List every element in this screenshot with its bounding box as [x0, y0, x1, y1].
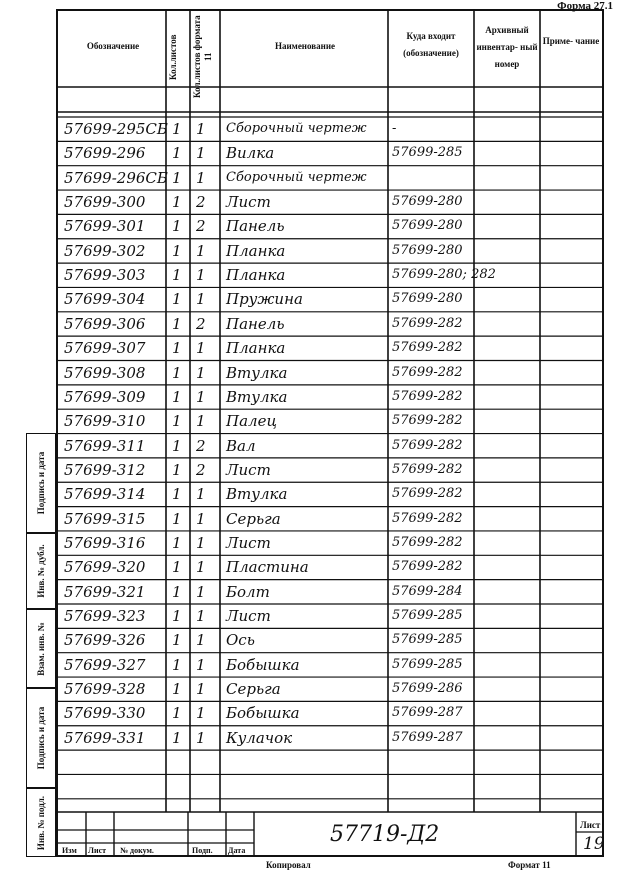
row-name: Болт: [226, 582, 270, 601]
row-format-count: 1: [196, 655, 206, 674]
row-where-used: [392, 166, 476, 190]
row-name: Кулачок: [226, 728, 293, 747]
row-designation: 57699-308: [64, 363, 146, 382]
row-format-count: 1: [196, 582, 206, 601]
row-where-used: 57699-280: [392, 218, 463, 234]
row-sheets-count: 1: [172, 168, 182, 187]
row-name: Серьга: [226, 680, 281, 699]
stamp-sheet-label: Лист: [580, 820, 601, 830]
footer-copied: Копировал: [266, 860, 311, 870]
row-format-count: 2: [196, 193, 206, 212]
row-format-count: 2: [196, 217, 206, 236]
document-code: 57719-Д2: [330, 822, 440, 847]
stamp-doc-no-label: № докум.: [120, 846, 154, 855]
row-designation: 57699-300: [64, 193, 146, 212]
row-designation: 57699-315: [64, 509, 146, 528]
row-name: Втулка: [226, 485, 288, 504]
row-where-used: 57699-282: [392, 461, 463, 477]
row-sheets-count: 1: [172, 485, 182, 504]
row-designation: 57699-328: [64, 680, 146, 699]
row-format-count: 1: [196, 290, 206, 309]
row-where-used: -: [392, 121, 397, 136]
header-format-count: Кол.листов формата 11: [192, 15, 213, 99]
row-sheets-count: 1: [172, 631, 182, 650]
row-sheets-count: 1: [172, 339, 182, 358]
row-where-used: 57699-282: [392, 340, 463, 356]
row-name: Лист: [226, 533, 271, 552]
row-where-used: 57699-284: [392, 583, 463, 599]
form-label: Форма 27.1: [557, 0, 613, 12]
row-designation: 57699-306: [64, 314, 146, 333]
row-sheets-count: 1: [172, 509, 182, 528]
row-format-count: 1: [196, 363, 206, 382]
side-replacement-inventory: Взам. инв. №: [26, 609, 56, 688]
row-where-used: 57699-282: [392, 388, 463, 404]
row-designation: 57699-296СБ: [64, 168, 168, 187]
row-format-count: 1: [196, 266, 206, 285]
row-format-count: 2: [196, 436, 206, 455]
row-sheets-count: 1: [172, 217, 182, 236]
row-format-count: 1: [196, 704, 206, 723]
row-name: Сборочный чертеж: [226, 169, 367, 185]
row-name: Бобышка: [226, 704, 300, 723]
row-name: Панель: [226, 314, 285, 333]
row-format-count: 1: [196, 607, 206, 625]
row-designation: 57699-309: [64, 387, 146, 406]
row-name: Пружина: [226, 290, 303, 309]
row-name: Вилка: [226, 144, 275, 163]
row-name: Вал: [226, 436, 256, 455]
row-where-used: 57699-280; 282: [392, 267, 496, 283]
row-format-count: 1: [196, 558, 206, 577]
side-dup-inventory: Инв. № дубл.: [26, 533, 56, 609]
row-designation: 57699-327: [64, 655, 146, 674]
row-where-used: 57699-282: [392, 364, 463, 380]
row-name: Втулка: [226, 363, 288, 382]
row-sheets-count: 1: [172, 363, 182, 382]
row-name: Панель: [226, 217, 285, 236]
row-where-used: 57699-282: [392, 437, 463, 453]
row-name: Палец: [226, 412, 277, 431]
row-designation: 57699-304: [64, 290, 146, 309]
row-format-count: 1: [196, 631, 206, 650]
row-name: Планка: [226, 266, 286, 285]
row-designation: 57699-326: [64, 631, 146, 650]
row-name: Сборочный чертеж: [226, 121, 367, 136]
row-name: Втулка: [226, 387, 288, 406]
row-designation: 57699-330: [64, 704, 146, 723]
header-name: Наименование: [275, 41, 335, 51]
row-format-count: 1: [196, 144, 206, 163]
row-name: Планка: [226, 241, 286, 260]
row-designation: 57699-301: [64, 217, 146, 236]
stamp-list-label: Лист: [88, 846, 107, 855]
row-sheets-count: 1: [172, 120, 182, 138]
header-where-used: Куда входит (обозначение): [403, 31, 459, 58]
row-name: Лист: [226, 607, 271, 625]
row-where-used: 57699-287: [392, 705, 463, 721]
row-name: Планка: [226, 339, 286, 358]
row-where-used: 57699-280: [392, 194, 463, 210]
row-name: Ось: [226, 631, 255, 650]
row-sheets-count: 1: [172, 387, 182, 406]
row-sheets-count: 1: [172, 193, 182, 212]
header-sheets-count: Кол.листов: [168, 34, 178, 80]
row-format-count: 2: [196, 314, 206, 333]
side-sign-date-top: Подпись и дата: [26, 433, 56, 533]
row-where-used: 57699-285: [392, 632, 463, 648]
row-where-used: 57699-282: [392, 559, 463, 575]
row-where-used: 57699-282: [392, 486, 463, 502]
row-sheets-count: 1: [172, 412, 182, 431]
side-sign-date-bottom: Подпись и дата: [26, 688, 56, 788]
header-note: Приме- чание: [542, 36, 600, 46]
row-designation: 57699-307: [64, 339, 146, 358]
side-original-inventory: Инв. № подл.: [26, 788, 56, 857]
row-where-used: 57699-285: [392, 608, 463, 623]
sheet-number: 19: [583, 834, 605, 854]
row-sheets-count: 1: [172, 582, 182, 601]
row-sheets-count: 1: [172, 144, 182, 163]
row-where-used: 57699-282: [392, 315, 463, 331]
row-format-count: 1: [196, 412, 206, 431]
row-sheets-count: 1: [172, 728, 182, 747]
header-archive: Архивный инвентар- ный номер: [476, 25, 538, 69]
row-where-used: 57699-280: [392, 291, 463, 307]
header-designation: Обозначение: [86, 41, 140, 51]
row-designation: 57699-312: [64, 460, 146, 479]
stamp-izm-label: Изм: [62, 846, 77, 855]
row-where-used: 57699-282: [392, 413, 463, 429]
row-name: Пластина: [226, 558, 309, 577]
row-where-used: 57699-282: [392, 510, 463, 526]
stamp-sign-label: Подп.: [192, 846, 213, 855]
row-format-count: 1: [196, 339, 206, 358]
footer-format: Формат 11: [508, 860, 551, 870]
row-name: Бобышка: [226, 655, 300, 674]
row-where-used: 57699-286: [392, 681, 463, 697]
row-sheets-count: 1: [172, 266, 182, 285]
row-sheets-count: 1: [172, 655, 182, 674]
row-sheets-count: 1: [172, 533, 182, 552]
row-sheets-count: 1: [172, 314, 182, 333]
row-format-count: 2: [196, 460, 206, 479]
row-sheets-count: 1: [172, 241, 182, 260]
row-format-count: 1: [196, 680, 206, 699]
row-designation: 57699-323: [64, 607, 146, 625]
row-format-count: 1: [196, 728, 206, 747]
row-designation: 57699-295СБ: [64, 120, 168, 138]
row-sheets-count: 1: [172, 680, 182, 699]
row-sheets-count: 1: [172, 704, 182, 723]
row-designation: 57699-310: [64, 412, 146, 431]
row-where-used: 57699-287: [392, 729, 463, 745]
row-sheets-count: 1: [172, 460, 182, 479]
row-sheets-count: 1: [172, 290, 182, 309]
row-name: Серьга: [226, 509, 281, 528]
row-where-used: 57699-285: [392, 145, 463, 161]
row-sheets-count: 1: [172, 607, 182, 625]
row-format-count: 1: [196, 120, 206, 138]
row-where-used: 57699-282: [392, 534, 463, 550]
row-format-count: 1: [196, 533, 206, 552]
row-format-count: 1: [196, 509, 206, 528]
row-designation: 57699-314: [64, 485, 146, 504]
row-format-count: 1: [196, 241, 206, 260]
row-name: Лист: [226, 460, 271, 479]
row-sheets-count: 1: [172, 436, 182, 455]
row-designation: 57699-311: [64, 436, 146, 455]
stamp-date-label: Дата: [228, 846, 246, 855]
row-where-used: 57699-280: [392, 242, 463, 258]
row-designation: 57699-321: [64, 582, 146, 601]
row-designation: 57699-320: [64, 558, 146, 577]
row-designation: 57699-302: [64, 241, 146, 260]
row-designation: 57699-316: [64, 533, 146, 552]
row-format-count: 1: [196, 168, 206, 187]
row-where-used: 57699-285: [392, 656, 463, 672]
row-designation: 57699-296: [64, 144, 146, 163]
row-sheets-count: 1: [172, 558, 182, 577]
row-designation: 57699-303: [64, 266, 146, 285]
row-designation: 57699-331: [64, 728, 146, 747]
row-format-count: 1: [196, 485, 206, 504]
row-format-count: 1: [196, 387, 206, 406]
row-name: Лист: [226, 193, 271, 212]
